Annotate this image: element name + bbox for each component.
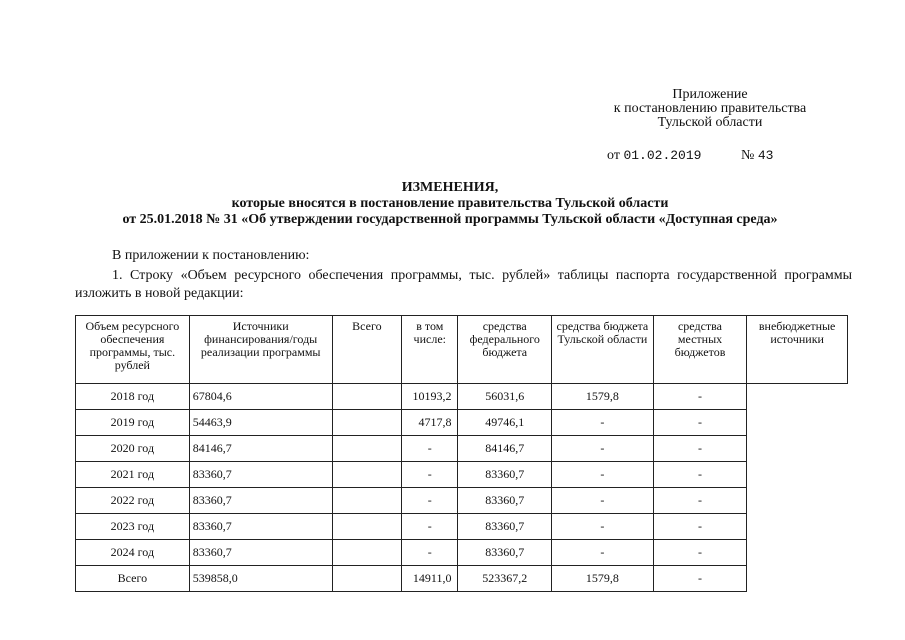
local-cell: 1579,8 bbox=[552, 566, 654, 592]
total-cell: 83360,7 bbox=[189, 540, 332, 566]
local-cell: 1579,8 bbox=[552, 384, 654, 410]
regional-cell: 56031,6 bbox=[458, 384, 552, 410]
intro-paragraph: В приложении к постановлению: bbox=[112, 248, 310, 263]
title-heading: ИЗМЕНЕНИЯ, bbox=[401, 180, 499, 195]
extra-cell: - bbox=[653, 462, 747, 488]
resource-table bbox=[75, 315, 848, 592]
amendment-paragraph: 1. Строку «Объем ресурсного обеспечения программы, тыс. рублей» таблицы паспорта государственной программы изложить в новой редакции: bbox=[75, 268, 852, 301]
local-cell: - bbox=[552, 540, 654, 566]
col-header-extra: внебюджетные источники bbox=[747, 316, 848, 384]
extra-cell: - bbox=[653, 436, 747, 462]
local-cell: - bbox=[552, 514, 654, 540]
year-cell: 2020 год bbox=[76, 436, 190, 462]
approval-stamp bbox=[600, 88, 820, 130]
year-cell: 2024 год bbox=[76, 540, 190, 566]
federal-cell: 14911,0 bbox=[402, 566, 458, 592]
number-label: № bbox=[740, 148, 755, 163]
total-cell: 84146,7 bbox=[189, 436, 332, 462]
local-cell: - bbox=[552, 488, 654, 514]
including-cell bbox=[332, 410, 401, 436]
total-cell: 83360,7 bbox=[189, 462, 332, 488]
year-cell: 2022 год bbox=[76, 488, 190, 514]
including-cell bbox=[332, 462, 401, 488]
including-cell bbox=[332, 384, 401, 410]
table-row bbox=[76, 462, 848, 488]
total-cell: 83360,7 bbox=[189, 488, 332, 514]
date-prefix: от bbox=[607, 148, 620, 163]
col-header-federal: средства федерального бюджета bbox=[458, 316, 552, 384]
year-cell: 2019 год bbox=[76, 410, 190, 436]
total-cell: 83360,7 bbox=[189, 514, 332, 540]
document-title bbox=[80, 180, 820, 228]
table-row bbox=[76, 410, 848, 436]
table-row bbox=[76, 514, 848, 540]
year-cell: 2023 год bbox=[76, 514, 190, 540]
extra-cell: - bbox=[653, 384, 747, 410]
approval-date: 01.02.2019 bbox=[623, 148, 702, 163]
including-cell bbox=[332, 436, 401, 462]
extra-cell: - bbox=[653, 410, 747, 436]
approval-line-region: Тульской области bbox=[657, 115, 763, 130]
total-cell: 54463,9 bbox=[189, 410, 332, 436]
federal-cell: 4717,8 bbox=[402, 410, 458, 436]
table-total-row bbox=[76, 566, 848, 592]
regional-cell: 49746,1 bbox=[458, 410, 552, 436]
row-label: Объем ресурсного обеспечения программы, тыс. рублей bbox=[76, 316, 190, 384]
approval-line-appendix: Приложение bbox=[672, 87, 748, 102]
including-cell bbox=[332, 514, 401, 540]
col-header-total: Всего bbox=[332, 316, 401, 384]
col-header-regional: средства бюджета Тульской области bbox=[552, 316, 654, 384]
federal-cell: - bbox=[402, 462, 458, 488]
table-row bbox=[76, 540, 848, 566]
including-cell bbox=[332, 488, 401, 514]
year-cell: 2021 год bbox=[76, 462, 190, 488]
federal-cell: 10193,2 bbox=[402, 384, 458, 410]
regional-cell: 83360,7 bbox=[458, 462, 552, 488]
federal-cell: - bbox=[402, 436, 458, 462]
local-cell: - bbox=[552, 436, 654, 462]
regional-cell: 83360,7 bbox=[458, 488, 552, 514]
approval-line-resolution: к постановлению правительства bbox=[613, 101, 807, 116]
table-row bbox=[76, 488, 848, 514]
total-cell: 67804,6 bbox=[189, 384, 332, 410]
federal-cell: - bbox=[402, 540, 458, 566]
col-header-local: средства местных бюджетов bbox=[653, 316, 747, 384]
extra-cell: - bbox=[653, 540, 747, 566]
year-cell: 2018 год bbox=[76, 384, 190, 410]
regional-cell: 523367,2 bbox=[458, 566, 552, 592]
local-cell: - bbox=[552, 462, 654, 488]
extra-cell: - bbox=[653, 566, 747, 592]
table-row bbox=[76, 384, 848, 410]
title-resolution-ref: от 25.01.2018 № 31 «Об утверждении государственной программы Тульской области «Доступная среда» bbox=[122, 212, 778, 227]
federal-cell: - bbox=[402, 514, 458, 540]
title-subtitle: которые вносятся в постановление правительства Тульской области bbox=[231, 196, 669, 211]
col-header-sources: Источники финансирования/годы реализации программы bbox=[189, 316, 332, 384]
year-cell: Всего bbox=[76, 566, 190, 592]
regional-cell: 83360,7 bbox=[458, 514, 552, 540]
extra-cell: - bbox=[653, 514, 747, 540]
federal-cell: - bbox=[402, 488, 458, 514]
regional-cell: 84146,7 bbox=[458, 436, 552, 462]
extra-cell: - bbox=[653, 488, 747, 514]
approval-number: 43 bbox=[757, 148, 774, 163]
col-header-including: в том числе: bbox=[402, 316, 458, 384]
regional-cell: 83360,7 bbox=[458, 540, 552, 566]
approval-date-line bbox=[607, 148, 773, 164]
including-cell bbox=[332, 566, 401, 592]
table-row bbox=[76, 436, 848, 462]
including-cell bbox=[332, 540, 401, 566]
total-cell: 539858,0 bbox=[189, 566, 332, 592]
table-header-row bbox=[76, 316, 848, 384]
local-cell: - bbox=[552, 410, 654, 436]
